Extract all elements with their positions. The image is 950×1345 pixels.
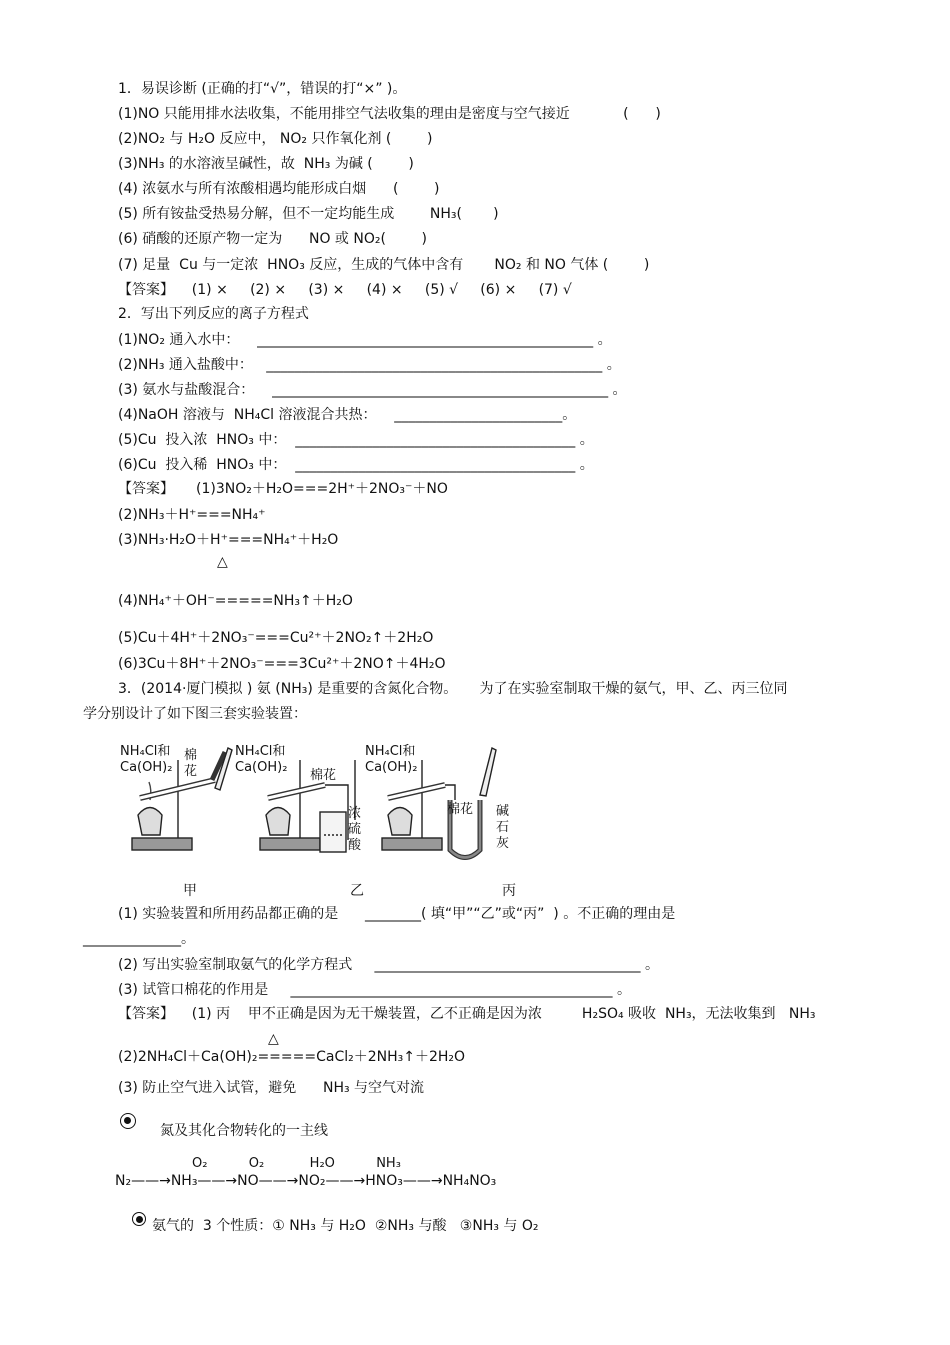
reagent-label-2: Ca(OH)₂ xyxy=(120,760,173,775)
q2-item-1: (1)NO₂ 通入水中： ________________________________________________ 。 xyxy=(118,332,612,348)
heat-delta-1: △ xyxy=(217,554,228,570)
q2-item-4: (4)NaOH 溶液与 NH₄Cl 溶液混合共热： ________________________。 xyxy=(118,407,577,423)
q1-item-7: (7) 足量 Cu 与一定浓 HNO₃ 反应，生成的气体中含有 NO₂ 和 NO 气体 ( ) xyxy=(118,257,650,273)
figure-label-bing: 丙 xyxy=(502,883,516,899)
q3-item-3: (3) 试管口棉花的作用是 ______________________________________________ 。 xyxy=(118,982,631,998)
q2-answer-4: (4)NH₄⁺＋OH⁻=====NH₃↑＋H₂O xyxy=(118,593,353,609)
reagent-label-1: NH₄Cl和 xyxy=(120,744,171,759)
cotton-label-jia: 棉花 xyxy=(184,748,198,779)
q2-answer-5: (5)Cu＋4H⁺＋2NO₃⁻===Cu²⁺＋2NO₂↑＋2H₂O xyxy=(118,630,434,646)
q3-item-1-cont: ______________。 xyxy=(83,931,195,947)
q2-answer-3: (3)NH₃·H₂O＋H⁺===NH₄⁺＋H₂O xyxy=(118,532,339,548)
q1-item-1: (1)NO 只能用排水法收集，不能用排空气法收集的理由是密度与空气接近 ( ) xyxy=(118,106,661,122)
q2-title: 2．写出下列反应的离子方程式 xyxy=(118,306,309,322)
lime-label: 碱石灰 xyxy=(496,804,510,851)
q2-item-2: (2)NH₃ 通入盐酸中： ________________________________________________ 。 xyxy=(118,357,621,373)
reaction-chain: N₂——→NH₃——→NO——→NO₂——→HNO₃——→NH₄NO₃ xyxy=(115,1173,497,1189)
figure-label-yi: 乙 xyxy=(350,883,364,899)
q1-answer: 【答案】 (1) × (2) × (3) × (4) × (5) √ (6) × (7) √ xyxy=(118,282,572,298)
q3-answer-3: (3) 防止空气进入试管，避免 NH₃ 与空气对流 xyxy=(118,1080,425,1096)
q2-answer-6: (6)3Cu＋8H⁺＋2NO₃⁻===3Cu²⁺＋2NO↑＋4H₂O xyxy=(118,656,446,672)
q1-item-6: (6) 硝酸的还原产物一定为 NO 或 NO₂( ) xyxy=(118,231,428,247)
q1-item-4: (4) 浓氨水与所有浓酸相遇均能形成白烟 ( ) xyxy=(118,181,440,197)
q2-answer-1: (1)3NO₂＋H₂O===2H⁺＋2NO₃⁻＋NO xyxy=(196,481,448,497)
q2-item-3: (3) 氨水与盐酸混合： ________________________________________________ 。 xyxy=(118,382,627,398)
q2-item-5: (5)Cu 投入浓 HNO₃ 中： ________________________________________ 。 xyxy=(118,432,594,448)
apparatus-figure xyxy=(120,740,520,865)
acid-label: 浓硫酸 xyxy=(348,806,362,853)
q1-item-2: (2)NO₂ 与 H₂O 反应中， NO₂ 只作氧化剂 ( ) xyxy=(118,131,433,147)
q3-answer-2: (2)2NH₄Cl＋Ca(OH)₂=====CaCl₂＋2NH₃↑＋2H₂O xyxy=(118,1049,466,1065)
bullet-icon-2 xyxy=(132,1212,146,1226)
reagent-label-3: NH₄Cl和 xyxy=(235,744,286,759)
reagent-label-6: Ca(OH)₂ xyxy=(365,760,418,775)
q1-title: 1．易误诊断 (正确的打“√”，错误的打“×” )。 xyxy=(118,81,407,97)
q3-answer-1: 【答案】 (1) 丙 甲不正确是因为无干燥装置，乙不正确是因为浓 H₂SO₄ 吸收 NH₃，无法收集到 NH₃ xyxy=(118,1006,816,1022)
q2-answer-2: (2)NH₃＋H⁺===NH₄⁺ xyxy=(118,507,266,523)
q1-item-5: (5) 所有铵盐受热易分解，但不一定均能生成 NH₃( ) xyxy=(118,206,499,222)
q3-item-2: (2) 写出实验室制取氨气的化学方程式 ______________________________________ 。 xyxy=(118,957,659,973)
ammonia-properties: 氨气的 3 个性质：① NH₃ 与 H₂O ②NH₃ 与酸 ③NH₃ 与 O₂ xyxy=(152,1218,539,1234)
q1-item-3: (3)NH₃ 的水溶液呈碱性，故 NH₃ 为碱 ( ) xyxy=(118,156,414,172)
heat-delta-2: △ xyxy=(268,1031,279,1047)
reagent-label-5: NH₄Cl和 xyxy=(365,744,416,759)
q3-intro-2: 学分别设计了如下图三套实验装置： xyxy=(83,706,307,722)
figure-label-jia: 甲 xyxy=(183,883,197,899)
bullet-icon xyxy=(120,1113,136,1129)
summary-heading: 氮及其化合物转化的一主线 xyxy=(160,1123,328,1139)
q3-intro-1: 3．(2014·厦门模拟 ) 氨 (NH₃) 是重要的含氮化合物。 为了在实验室制取干燥的氨气，甲、乙、丙三位同 xyxy=(118,681,788,697)
reaction-chain-reagents: O₂ O₂ H₂O NH₃ xyxy=(192,1156,401,1171)
q2-answer-label: 【答案】 xyxy=(118,481,174,497)
q2-item-6: (6)Cu 投入稀 HNO₃ 中： ________________________________________ 。 xyxy=(118,457,594,473)
reagent-label-4: Ca(OH)₂ xyxy=(235,760,288,775)
cotton-label-yi: 棉花 xyxy=(310,768,337,783)
q3-item-1: (1) 实验装置和所用药品都正确的是 ________( 填“甲”“乙”或“丙” ) 。不正确的理由是 xyxy=(118,906,676,922)
cotton-label-bing: 棉花 xyxy=(447,802,474,817)
